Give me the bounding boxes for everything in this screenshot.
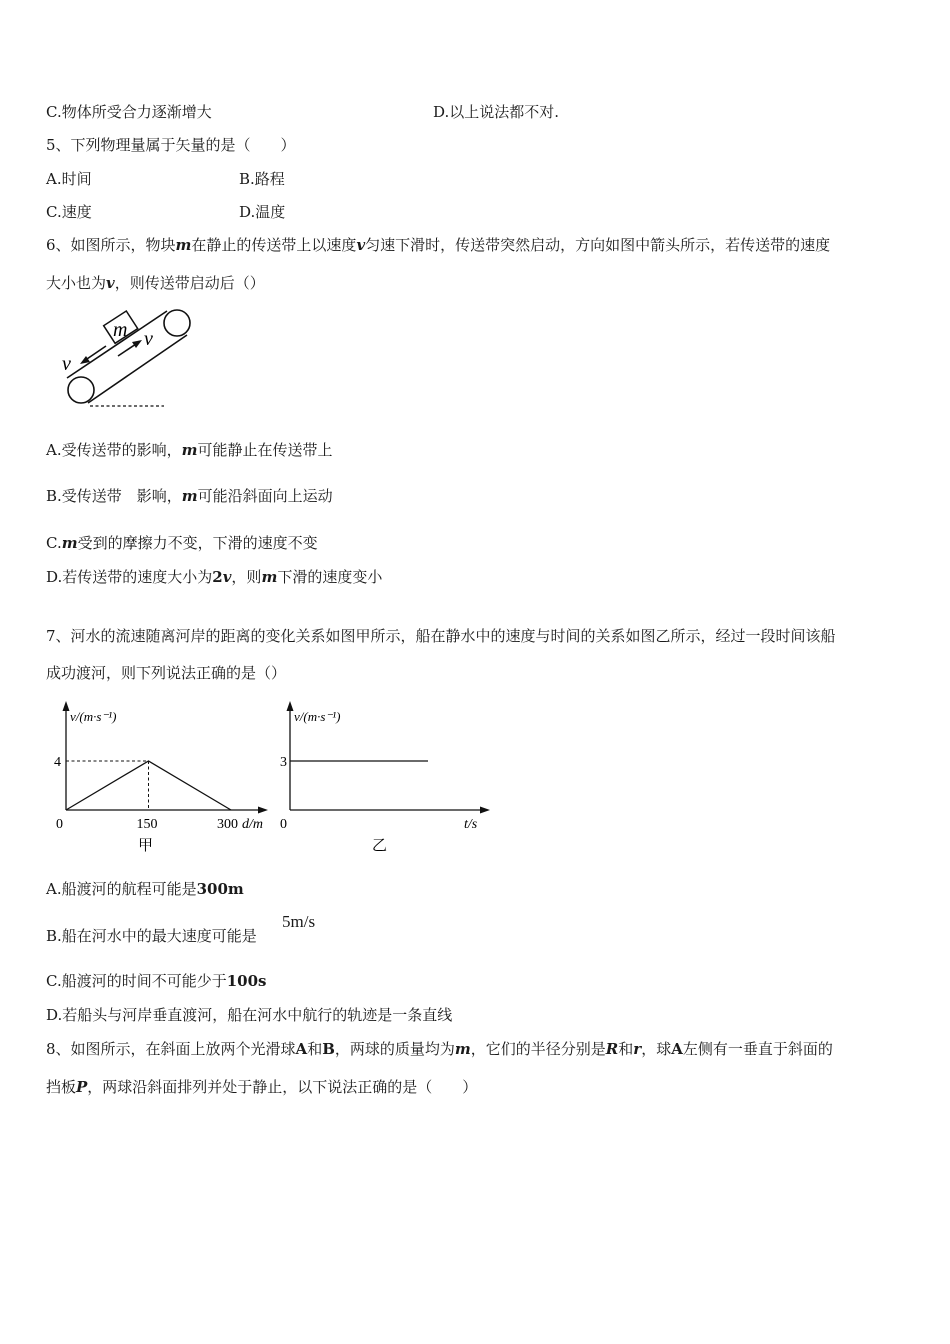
q6-option-b: B.受传送带 影响，m可能沿斜面向上运动 xyxy=(46,487,333,505)
q7-option-a: A.船渡河的航程可能是300m xyxy=(46,880,244,898)
chart-jia xyxy=(46,695,282,857)
x-axis-arrow xyxy=(258,807,268,814)
belt-upper-roller xyxy=(164,310,190,336)
x-tick-label: 0 xyxy=(56,817,63,832)
chart-caption: 甲 xyxy=(138,838,154,854)
q7-option-c: C.船渡河的时间不可能少于100s xyxy=(46,972,267,990)
x-axis-label: t/s xyxy=(464,817,478,832)
y-axis-arrow xyxy=(63,701,70,711)
x-tick-label: 150 xyxy=(136,817,158,832)
y-tick-label: 4 xyxy=(54,755,61,770)
q4-option-c: C.物体所受合力逐渐增大 xyxy=(46,103,212,121)
belt-arrow-head xyxy=(132,340,142,348)
conveyor-belt-figure xyxy=(46,300,206,415)
q6-option-d: D.若传送带的速度大小为2v，则m下滑的速度变小 xyxy=(46,568,383,586)
x-axis-label: d/m xyxy=(242,817,263,832)
belt-velocity-label: v xyxy=(144,328,153,350)
chart-caption: 乙 xyxy=(372,838,388,854)
q5-option-d: D.温度 xyxy=(239,203,286,221)
block-m-label: m xyxy=(113,319,128,341)
q7-option-b: B.船在河水中的最大速度可能是 xyxy=(46,927,257,945)
q6-stem-line1: 6、如图所示，物块m在静止的传送带上以速度v匀速下滑时，传送带突然启动，方向如图中箭头所示，若传送带的速度 xyxy=(46,236,831,254)
q5-option-c: C.速度 xyxy=(46,203,92,221)
q6-option-c: C.m受到的摩擦力不变，下滑的速度不变 xyxy=(46,534,318,552)
q7-option-b-value: 5m/s xyxy=(282,912,316,931)
q5-option-b: B.路程 xyxy=(239,170,285,188)
q5-stem: 5、下列物理量属于矢量的是（ ） xyxy=(46,136,296,154)
q8-stem-line1: 8、如图所示，在斜面上放两个光滑球A和B，两球的质量均为m，它们的半径分别是R和r，球A左侧有一垂直于斜面的 xyxy=(46,1040,833,1058)
q5-option-a: A.时间 xyxy=(46,170,92,188)
q6-option-a: A.受传送带的影响，m可能静止在传送带上 xyxy=(46,441,333,459)
y-axis-arrow xyxy=(287,701,294,711)
q7-stem-line2: 成功渡河，则下列说法正确的是（） xyxy=(46,664,287,682)
q7-stem-line1: 7、河水的流速随离河岸的距离的变化关系如图甲所示，船在静水中的速度与时间的关系如图乙所示，经过一段时间该船 xyxy=(46,627,836,645)
q8-stem-line2: 挡板P，两球沿斜面排列并处于静止，以下说法正确的是（ ） xyxy=(46,1078,478,1096)
q7-option-d: D.若船头与河岸垂直渡河，船在河水中航行的轨迹是一条直线 xyxy=(46,1006,453,1024)
y-tick-label: 3 xyxy=(280,755,287,770)
x-axis-arrow xyxy=(480,807,490,814)
x-tick-label: 300 xyxy=(217,817,238,832)
q4-option-d: D.以上说法都不对. xyxy=(433,103,560,121)
belt-lower-roller xyxy=(68,377,94,403)
q6-stem-line2: 大小也为v，则传送带启动后（） xyxy=(46,274,265,292)
block-velocity-label: v xyxy=(62,353,71,375)
x-tick-label: 0 xyxy=(280,817,287,832)
y-axis-label: v/(m·s⁻¹) xyxy=(70,709,117,724)
y-axis-label: v/(m·s⁻¹) xyxy=(294,709,341,724)
chart-yi xyxy=(276,695,496,857)
